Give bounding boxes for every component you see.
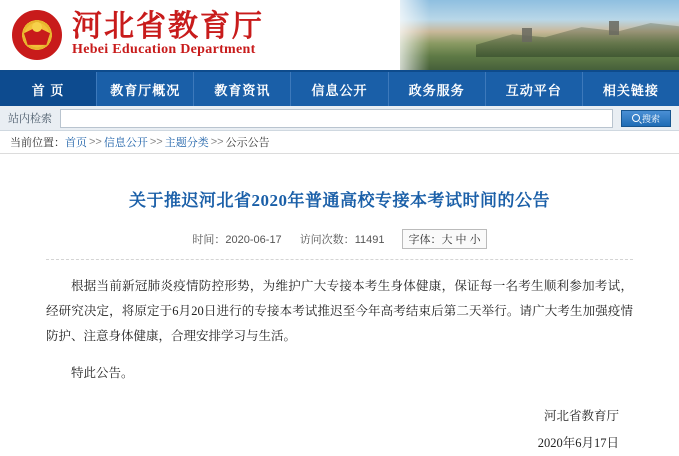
breadcrumb-separator: >>	[89, 136, 102, 148]
breadcrumb	[0, 131, 679, 154]
nav-item-government-services[interactable]: 政务服务	[389, 72, 486, 106]
breadcrumb-item-announcements: 公示公告	[225, 137, 270, 149]
watchtower-graphic	[522, 28, 532, 42]
article-paragraph: 根据当前新冠肺炎疫情防控形势，为维护广大专接本考生身体健康，保证每一名考生顺利参加考试，经研究决定，将原定于6月20日进行的专接本考试推迟至今年高考结束后第二天举行。请广大考生加强疫情防护、注意身体健康，合理安排学习与生活。	[46, 279, 633, 343]
nav-item-overview[interactable]: 教育厅概况	[97, 72, 194, 106]
search-icon	[632, 114, 640, 122]
site-title-cn: 河北省教育厅	[72, 9, 264, 43]
breadcrumb-label: 当前位置：	[10, 137, 65, 149]
education-emblem-icon	[12, 10, 62, 60]
font-size-control	[402, 229, 486, 249]
article-date-value: 2020-06-17	[225, 234, 282, 246]
article-signature-date: 2020年6月17日	[537, 436, 619, 450]
site-title-en: Hebei Education Department	[72, 42, 256, 58]
article-signature-block	[46, 404, 633, 456]
nav-item-related-links[interactable]: 相关链接	[602, 82, 659, 98]
article-signature: 河北省教育厅	[543, 409, 619, 423]
site-title-block	[72, 11, 264, 59]
article-meta	[46, 229, 633, 260]
watchtower-graphic	[609, 21, 619, 35]
search-label: 站内检索	[8, 113, 52, 125]
article-visits	[300, 231, 385, 247]
main-navigation	[0, 70, 679, 106]
nav-item-news[interactable]: 教育资讯	[194, 72, 291, 106]
search-button-label: 搜索	[641, 113, 660, 124]
nav-item-home[interactable]: 首 页	[0, 72, 97, 106]
article-visits-label: 访问次数：	[299, 234, 355, 246]
header-banner-image	[389, 0, 679, 70]
article-body	[46, 260, 633, 386]
breadcrumb-item-topic-category[interactable]: 主题分类	[164, 137, 209, 149]
font-size-medium[interactable]: 中	[455, 234, 467, 246]
breadcrumb-separator: >>	[149, 136, 163, 148]
font-size-small[interactable]: 小	[469, 234, 481, 246]
article-title: 关于推迟河北省2020年普通高校专接本考试时间的公告	[129, 191, 550, 210]
article-paragraph: 特此公告。	[71, 366, 134, 380]
nav-item-interactive-platform[interactable]: 互动平台	[486, 72, 583, 106]
breadcrumb-item-home[interactable]: 首页	[65, 137, 87, 149]
site-search-bar	[0, 106, 679, 131]
font-size-large[interactable]: 大	[441, 234, 453, 246]
article-visits-value: 11491	[354, 234, 385, 246]
search-input[interactable]	[60, 109, 613, 128]
article-date	[192, 231, 281, 247]
article-date-label: 时间：	[192, 234, 226, 246]
great-wall-graphic	[476, 15, 679, 57]
site-header	[0, 0, 679, 70]
article	[0, 154, 679, 456]
font-size-label: 字体：	[408, 234, 442, 246]
search-button[interactable]	[621, 110, 671, 127]
site-brand[interactable]	[0, 0, 400, 70]
breadcrumb-separator: >>	[210, 136, 224, 148]
nav-item-information-disclosure[interactable]: 信息公开	[291, 72, 388, 106]
breadcrumb-item-information-disclosure[interactable]: 信息公开	[103, 137, 148, 149]
